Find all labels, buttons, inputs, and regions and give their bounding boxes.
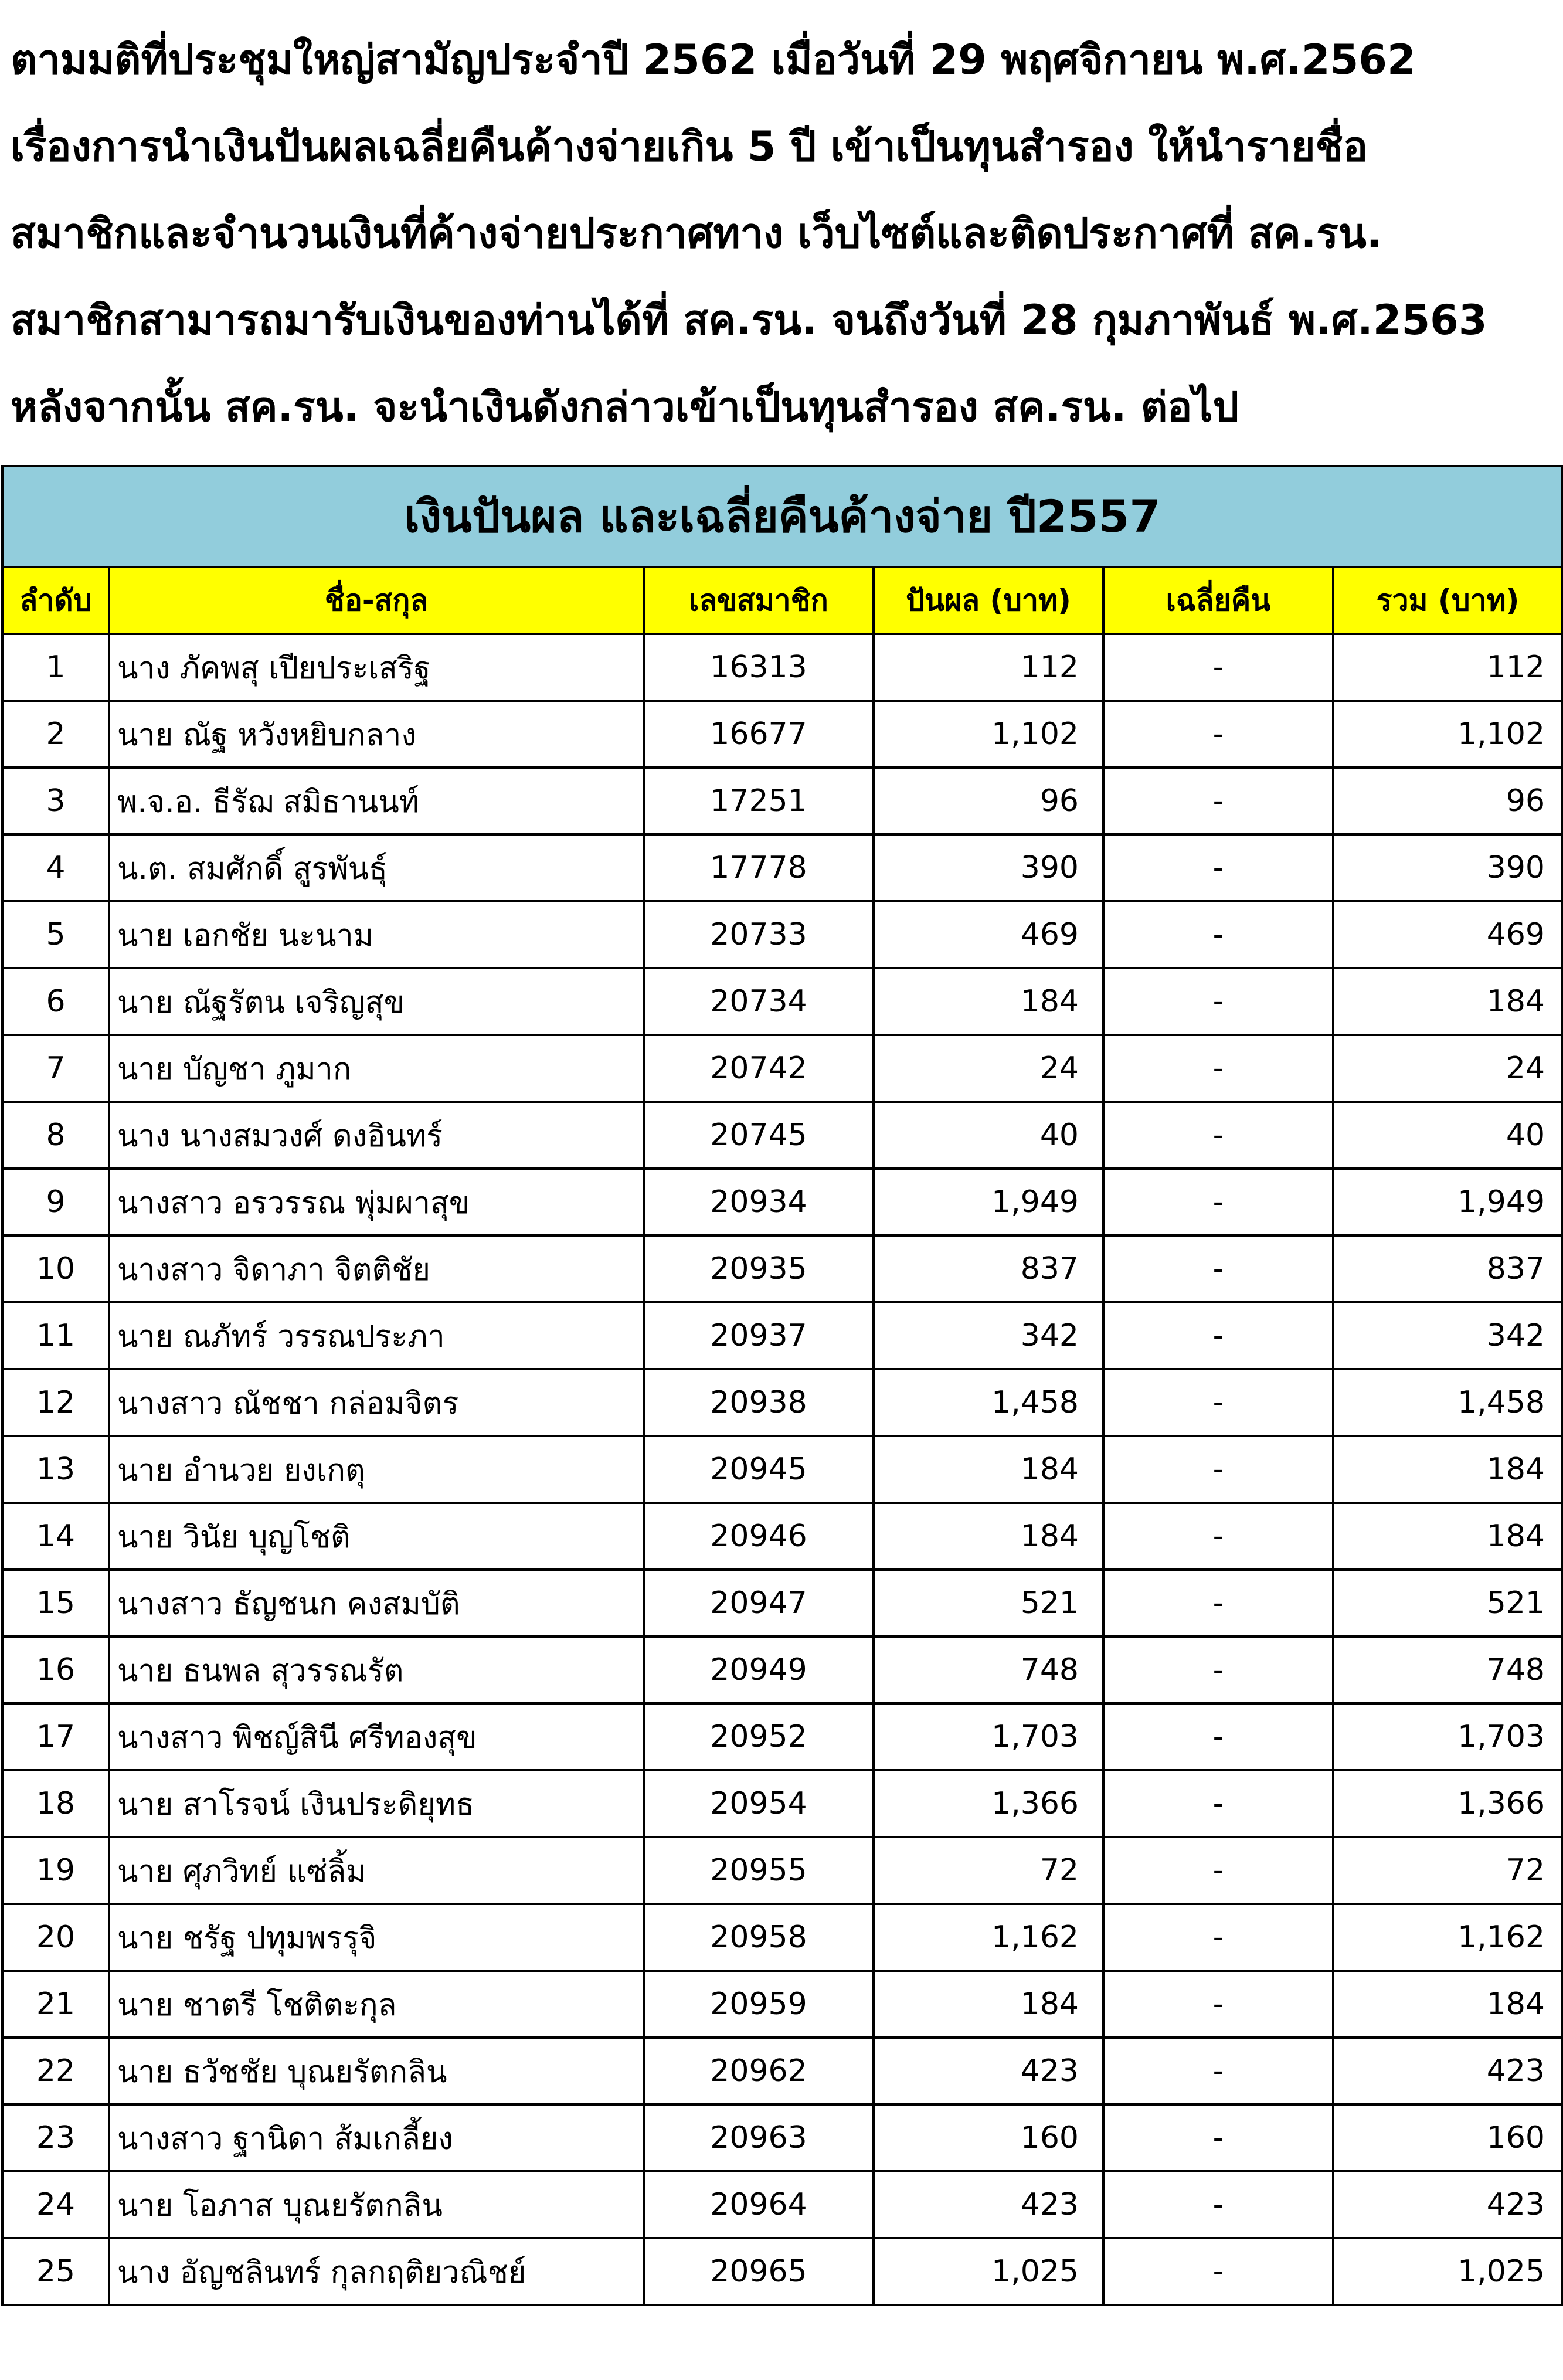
cell-total: 469 bbox=[1333, 901, 1562, 968]
table-row bbox=[2, 968, 1562, 1035]
cell-total: 112 bbox=[1333, 634, 1562, 701]
cell-member-id: 20745 bbox=[644, 1102, 874, 1169]
cell-name: พ.จ.อ. ธีรัฌ สมิธานนท์ bbox=[109, 768, 644, 834]
cell-dividend: 748 bbox=[874, 1637, 1103, 1703]
cell-total: 1,949 bbox=[1333, 1169, 1562, 1235]
cell-refund: - bbox=[1103, 2038, 1333, 2104]
cell-refund: - bbox=[1103, 1770, 1333, 1837]
cell-order: 7 bbox=[2, 1035, 109, 1102]
cell-refund: - bbox=[1103, 1904, 1333, 1971]
cell-member-id: 20937 bbox=[644, 1302, 874, 1369]
cell-member-id: 20946 bbox=[644, 1503, 874, 1570]
cell-dividend: 24 bbox=[874, 1035, 1103, 1102]
cell-dividend: 1,025 bbox=[874, 2238, 1103, 2305]
cell-refund: - bbox=[1103, 1971, 1333, 2038]
table-row bbox=[2, 1837, 1562, 1904]
table-row bbox=[2, 834, 1562, 901]
table-row bbox=[2, 1302, 1562, 1369]
table-row bbox=[2, 1169, 1562, 1235]
table-row bbox=[2, 1570, 1562, 1637]
header-name: ชื่อ-สกุล bbox=[109, 567, 644, 634]
cell-total: 40 bbox=[1333, 1102, 1562, 1169]
notice-line: สมาชิกสามารถมารับเงินของท่านได้ที่ สค.รน. จนถึงวันที่ 28 กุมภาพันธ์ พ.ศ.2563 bbox=[11, 296, 1487, 344]
cell-member-id: 20954 bbox=[644, 1770, 874, 1837]
cell-member-id: 20955 bbox=[644, 1837, 874, 1904]
cell-refund: - bbox=[1103, 1436, 1333, 1503]
cell-dividend: 72 bbox=[874, 1837, 1103, 1904]
cell-member-id: 20962 bbox=[644, 2038, 874, 2104]
table-row bbox=[2, 2238, 1562, 2305]
cell-refund: - bbox=[1103, 1503, 1333, 1570]
table-row bbox=[2, 701, 1562, 768]
cell-name: นางสาว จิดาภา จิตติชัย bbox=[109, 1235, 644, 1302]
table-row bbox=[2, 2038, 1562, 2104]
table-body bbox=[2, 634, 1562, 2305]
table-row bbox=[2, 1637, 1562, 1703]
cell-total: 72 bbox=[1333, 1837, 1562, 1904]
notice-line: สมาชิกและจำนวนเงินที่ค้างจ่ายประกาศทาง เว็บไซต์และติดประกาศที่ สค.รน. bbox=[11, 209, 1382, 257]
cell-refund: - bbox=[1103, 701, 1333, 768]
cell-name: นาย ศุภวิทย์ แซ่ลิ้ม bbox=[109, 1837, 644, 1904]
cell-member-id: 17778 bbox=[644, 834, 874, 901]
cell-refund: - bbox=[1103, 1235, 1333, 1302]
cell-order: 24 bbox=[2, 2171, 109, 2238]
cell-member-id: 20965 bbox=[644, 2238, 874, 2305]
cell-member-id: 20959 bbox=[644, 1971, 874, 2038]
notice-line: หลังจากนั้น สค.รน. จะนำเงินดังกล่าวเข้าเป็นทุนสำรอง สค.รน. ต่อไป bbox=[11, 383, 1239, 431]
cell-order: 22 bbox=[2, 2038, 109, 2104]
cell-total: 1,025 bbox=[1333, 2238, 1562, 2305]
table-title-row bbox=[2, 466, 1562, 567]
cell-order: 8 bbox=[2, 1102, 109, 1169]
cell-member-id: 20952 bbox=[644, 1703, 874, 1770]
cell-member-id: 20963 bbox=[644, 2104, 874, 2171]
cell-member-id: 20958 bbox=[644, 1904, 874, 1971]
cell-refund: - bbox=[1103, 1102, 1333, 1169]
cell-order: 5 bbox=[2, 901, 109, 968]
cell-order: 2 bbox=[2, 701, 109, 768]
cell-name: นาย ธนพล สุวรรณรัต bbox=[109, 1637, 644, 1703]
cell-name: นาย ณภัทร์ วรรณประภา bbox=[109, 1302, 644, 1369]
cell-order: 17 bbox=[2, 1703, 109, 1770]
table-row bbox=[2, 2171, 1562, 2238]
cell-name: นางสาว ธัญชนก คงสมบัติ bbox=[109, 1570, 644, 1637]
notice-line: ตามมติที่ประชุมใหญ่สามัญประจำปี 2562 เมื่อวันที่ 29 พฤศจิกายน พ.ศ.2562 bbox=[11, 36, 1416, 84]
cell-order: 11 bbox=[2, 1302, 109, 1369]
cell-name: นางสาว อรวรรณ พุ่มผาสุข bbox=[109, 1169, 644, 1235]
cell-refund: - bbox=[1103, 2104, 1333, 2171]
cell-dividend: 112 bbox=[874, 634, 1103, 701]
cell-name: นาย ชรัฐ ปทุมพรรุจิ bbox=[109, 1904, 644, 1971]
cell-refund: - bbox=[1103, 1169, 1333, 1235]
cell-refund: - bbox=[1103, 901, 1333, 968]
cell-member-id: 16677 bbox=[644, 701, 874, 768]
table-row bbox=[2, 768, 1562, 834]
cell-order: 3 bbox=[2, 768, 109, 834]
cell-name: นางสาว ณัชชา กล่อมจิตร bbox=[109, 1369, 644, 1436]
cell-member-id: 20949 bbox=[644, 1637, 874, 1703]
cell-dividend: 184 bbox=[874, 1436, 1103, 1503]
cell-order: 23 bbox=[2, 2104, 109, 2171]
cell-order: 6 bbox=[2, 968, 109, 1035]
cell-name: นางสาว ฐานิดา ส้มเกลี้ยง bbox=[109, 2104, 644, 2171]
cell-dividend: 184 bbox=[874, 1971, 1103, 2038]
cell-dividend: 1,366 bbox=[874, 1770, 1103, 1837]
cell-name: นาย วินัย บุญโชติ bbox=[109, 1503, 644, 1570]
cell-dividend: 390 bbox=[874, 834, 1103, 901]
table-row bbox=[2, 901, 1562, 968]
cell-name: นาย โอภาส บุณยรัตกลิน bbox=[109, 2171, 644, 2238]
table-row bbox=[2, 1369, 1562, 1436]
cell-member-id: 20934 bbox=[644, 1169, 874, 1235]
cell-order: 18 bbox=[2, 1770, 109, 1837]
cell-total: 1,703 bbox=[1333, 1703, 1562, 1770]
table-row bbox=[2, 1971, 1562, 2038]
cell-member-id: 20742 bbox=[644, 1035, 874, 1102]
cell-refund: - bbox=[1103, 1035, 1333, 1102]
cell-name: นางสาว พิชญ์สินี ศรีทองสุข bbox=[109, 1703, 644, 1770]
cell-order: 9 bbox=[2, 1169, 109, 1235]
cell-dividend: 423 bbox=[874, 2171, 1103, 2238]
cell-dividend: 1,949 bbox=[874, 1169, 1103, 1235]
cell-order: 13 bbox=[2, 1436, 109, 1503]
cell-dividend: 96 bbox=[874, 768, 1103, 834]
cell-name: นาง ภัคพสุ เปียประเสริฐ bbox=[109, 634, 644, 701]
cell-dividend: 160 bbox=[874, 2104, 1103, 2171]
cell-order: 25 bbox=[2, 2238, 109, 2305]
cell-refund: - bbox=[1103, 2171, 1333, 2238]
cell-total: 184 bbox=[1333, 1971, 1562, 2038]
cell-dividend: 1,162 bbox=[874, 1904, 1103, 1971]
cell-order: 12 bbox=[2, 1369, 109, 1436]
cell-refund: - bbox=[1103, 1637, 1333, 1703]
cell-total: 423 bbox=[1333, 2171, 1562, 2238]
table-row bbox=[2, 1770, 1562, 1837]
cell-member-id: 20964 bbox=[644, 2171, 874, 2238]
cell-dividend: 521 bbox=[874, 1570, 1103, 1637]
cell-total: 1,102 bbox=[1333, 701, 1562, 768]
cell-order: 4 bbox=[2, 834, 109, 901]
cell-name: นาย ณัฐรัตน เจริญสุข bbox=[109, 968, 644, 1035]
table-row bbox=[2, 1035, 1562, 1102]
cell-total: 1,458 bbox=[1333, 1369, 1562, 1436]
cell-name: นาย ธวัชชัย บุณยรัตกลิน bbox=[109, 2038, 644, 2104]
cell-total: 184 bbox=[1333, 1436, 1562, 1503]
cell-name: นาย บัญชา ภูมาก bbox=[109, 1035, 644, 1102]
cell-refund: - bbox=[1103, 1369, 1333, 1436]
cell-member-id: 20938 bbox=[644, 1369, 874, 1436]
cell-order: 15 bbox=[2, 1570, 109, 1637]
cell-total: 837 bbox=[1333, 1235, 1562, 1302]
cell-member-id: 20935 bbox=[644, 1235, 874, 1302]
cell-dividend: 837 bbox=[874, 1235, 1103, 1302]
table-row bbox=[2, 1904, 1562, 1971]
cell-name: นาย ณัฐ หวังหยิบกลาง bbox=[109, 701, 644, 768]
cell-refund: - bbox=[1103, 1302, 1333, 1369]
cell-dividend: 342 bbox=[874, 1302, 1103, 1369]
cell-order: 10 bbox=[2, 1235, 109, 1302]
cell-member-id: 20947 bbox=[644, 1570, 874, 1637]
notice-line: เรื่องการนำเงินปันผลเฉลี่ยคืนค้างจ่ายเกิน 5 ปี เข้าเป็นทุนสำรอง ให้นำรายชื่อ bbox=[11, 123, 1368, 171]
cell-member-id: 20734 bbox=[644, 968, 874, 1035]
cell-refund: - bbox=[1103, 834, 1333, 901]
cell-total: 184 bbox=[1333, 968, 1562, 1035]
header-order: ลำดับ bbox=[2, 567, 109, 634]
cell-total: 1,366 bbox=[1333, 1770, 1562, 1837]
cell-total: 24 bbox=[1333, 1035, 1562, 1102]
cell-name: นาย เอกชัย นะนาม bbox=[109, 901, 644, 968]
cell-dividend: 469 bbox=[874, 901, 1103, 968]
table-row bbox=[2, 1703, 1562, 1770]
cell-total: 521 bbox=[1333, 1570, 1562, 1637]
dividend-table bbox=[1, 465, 1563, 2306]
cell-total: 160 bbox=[1333, 2104, 1562, 2171]
cell-name: นาง นางสมวงศ์ ดงอินทร์ bbox=[109, 1102, 644, 1169]
table-row bbox=[2, 2104, 1562, 2171]
cell-total: 1,162 bbox=[1333, 1904, 1562, 1971]
table-header-row bbox=[2, 567, 1562, 634]
header-refund: เฉลี่ยคืน bbox=[1103, 567, 1333, 634]
notice-text bbox=[11, 16, 1552, 450]
cell-order: 1 bbox=[2, 634, 109, 701]
cell-refund: - bbox=[1103, 968, 1333, 1035]
cell-dividend: 1,102 bbox=[874, 701, 1103, 768]
cell-total: 423 bbox=[1333, 2038, 1562, 2104]
cell-dividend: 423 bbox=[874, 2038, 1103, 2104]
cell-order: 16 bbox=[2, 1637, 109, 1703]
header-dividend: ปันผล (บาท) bbox=[874, 567, 1103, 634]
cell-name: น.ต. สมศักดิ์ สูรพันธุ์ bbox=[109, 834, 644, 901]
cell-total: 748 bbox=[1333, 1637, 1562, 1703]
cell-member-id: 20945 bbox=[644, 1436, 874, 1503]
cell-total: 342 bbox=[1333, 1302, 1562, 1369]
cell-order: 19 bbox=[2, 1837, 109, 1904]
table-row bbox=[2, 1235, 1562, 1302]
cell-order: 21 bbox=[2, 1971, 109, 2038]
cell-member-id: 17251 bbox=[644, 768, 874, 834]
cell-refund: - bbox=[1103, 1570, 1333, 1637]
cell-name: นาย ชาตรี โชติตะกุล bbox=[109, 1971, 644, 2038]
cell-dividend: 40 bbox=[874, 1102, 1103, 1169]
cell-refund: - bbox=[1103, 2238, 1333, 2305]
cell-dividend: 1,458 bbox=[874, 1369, 1103, 1436]
cell-name: นาง อัญชลินทร์ กุลกฤติยวณิชย์ bbox=[109, 2238, 644, 2305]
cell-total: 390 bbox=[1333, 834, 1562, 901]
table-row bbox=[2, 1436, 1562, 1503]
cell-dividend: 184 bbox=[874, 1503, 1103, 1570]
cell-refund: - bbox=[1103, 768, 1333, 834]
cell-total: 184 bbox=[1333, 1503, 1562, 1570]
cell-order: 14 bbox=[2, 1503, 109, 1570]
cell-refund: - bbox=[1103, 1703, 1333, 1770]
header-total: รวม (บาท) bbox=[1333, 567, 1562, 634]
table-row bbox=[2, 1102, 1562, 1169]
cell-refund: - bbox=[1103, 634, 1333, 701]
cell-refund: - bbox=[1103, 1837, 1333, 1904]
cell-dividend: 1,703 bbox=[874, 1703, 1103, 1770]
header-member-id: เลขสมาชิก bbox=[644, 567, 874, 634]
table-row bbox=[2, 1503, 1562, 1570]
cell-dividend: 184 bbox=[874, 968, 1103, 1035]
cell-name: นาย อำนวย ยงเกตุ bbox=[109, 1436, 644, 1503]
table-row bbox=[2, 634, 1562, 701]
cell-member-id: 16313 bbox=[644, 634, 874, 701]
cell-name: นาย สาโรจน์ เงินประดิยุทธ bbox=[109, 1770, 644, 1837]
cell-order: 20 bbox=[2, 1904, 109, 1971]
cell-total: 96 bbox=[1333, 768, 1562, 834]
cell-member-id: 20733 bbox=[644, 901, 874, 968]
table-title: เงินปันผล และเฉลี่ยคืนค้างจ่าย ปี2557 bbox=[2, 466, 1562, 567]
